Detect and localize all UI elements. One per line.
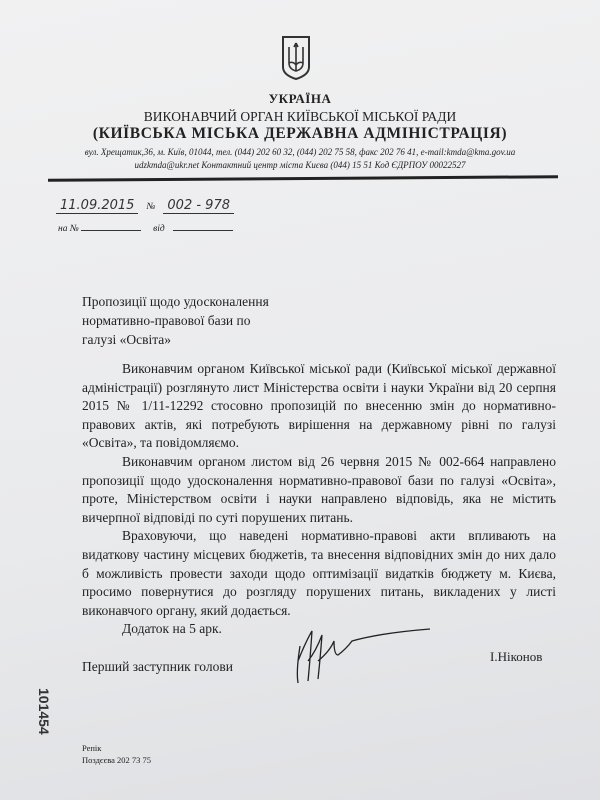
address-line: вул. Хрещатик,36, м. Київ, 01044, тел. (044) 202 60 32, (044) 202 75 58, факс 202 76 41, e-mail:kmda@kma.gov.ua [84,147,516,157]
letter-body [82,360,556,639]
header-divider [48,175,558,182]
paragraph: Виконавчим органом Київської міської ради (Київської міської державної адміністрації) розглянуто лист Міністерства освіти і науки України від 20 серпня 2015 № 1/11-12292 стосовно пропозицій по внесенню змін до нормативно-правових актів, які потребують вирішення на державному рівні по галузі «Освіта», та повідомляємо. [82,361,556,451]
paragraph: Виконавчим органом листом від 26 червня 2015 № 002-664 направлено пропозиції щодо удосконалення нормативно-правової бази по галузі «Освіта», проте, Міністерством освіти і науки направлено відповідь, яка не містить вичерпної відповіді по суті порушених питань. [82,453,556,525]
executor-info [82,742,151,766]
attachment-note: Додаток на 5 арк. [122,621,222,637]
subject-line: нормативно-правової бази по [82,313,251,328]
registration-number: 002 - 978 [163,198,234,214]
reply-to-label: на № [58,224,79,234]
country-heading: УКРАЇНА [268,91,332,106]
signatory-name: І.Ніконов [490,649,543,664]
handwritten-signature [290,621,440,691]
org-name-alt: (КИЇВСЬКА МІСЬКА ДЕРЖАВНА АДМІНІСТРАЦІЯ) [92,125,508,142]
from-label: від [153,224,165,234]
registration-line [56,196,234,214]
registration-date: 11.09.2015 [56,198,138,214]
reply-line [58,224,233,234]
executor-name: Репік [82,743,102,753]
trident-emblem-icon [281,35,311,81]
stamp-number: 101454 [36,688,52,735]
subject-line: Пропозиції щодо удосконалення [82,294,269,309]
subject [82,292,269,349]
executor-phone: Поздєєва 202 73 75 [82,755,152,765]
signatory-position: Перший заступник голови [82,659,233,674]
subject-line: галузі «Освіта» [82,332,172,347]
contact-line: udzkmda@ukr.net Контактний центр міста Києва (044) 15 51 Код ЄДРПОУ 00022527 [134,160,466,170]
paragraph: Враховуючи, що наведені нормативно-правові акти впливають на видаткову частину місцевих бюджетів, та внесення відповідних змін до них дало б можливість провести заходи щодо оптимізації видатків бюджету м. Києва, просимо повернутися до розгляду порушених питань, викладених у листі виконавчого органу, який додається. [82,528,556,618]
org-name: ВИКОНАВЧИЙ ОРГАН КИЇВСЬКОЇ МІСЬКОЇ РАДИ [143,109,457,124]
number-label: № [146,202,156,212]
